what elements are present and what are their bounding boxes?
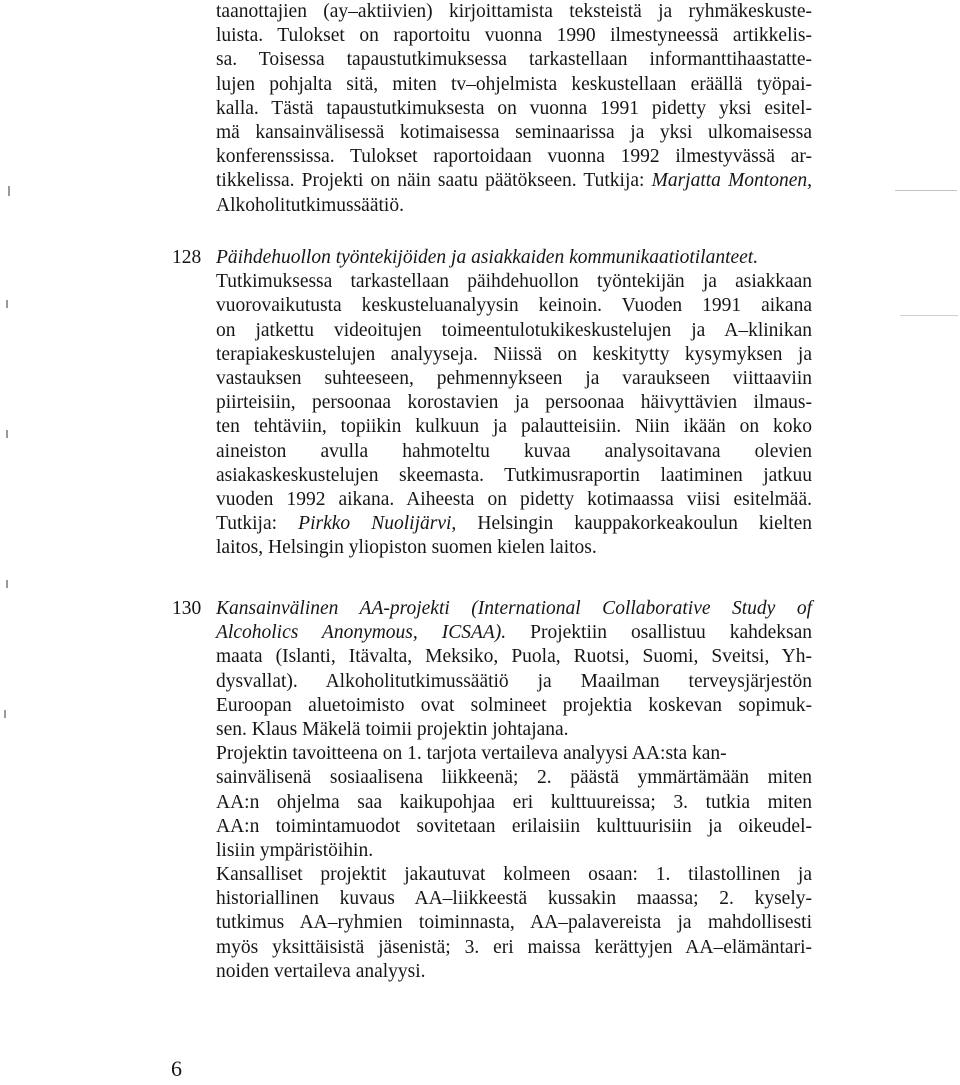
institution-name: Alkoholitutkimussäätiö. [216,194,404,216]
scan-mark [6,580,8,588]
entry-title-text: Kansainvälinen AA-projekti (International Collaborative Study of [216,598,812,619]
text-line: vuoden 1992 aikana. Aiheesta on pidetty kotimaassa viisi esitelmää. [216,488,812,510]
entry-number: 130 [172,598,202,619]
text-run: tikkelissa. Projekti on näin saatu päätökseen. Tutkija: [216,170,645,192]
text-line: on jatkettu videoitujen toimeentulotukikeskustelujen ja A–klinikan [216,319,812,341]
text-line: aineiston avulla hahmoteltu kuvaa analysoitavana olevien [216,440,812,462]
text-line: myös yksittäisistä jäsenistä; 3. eri maissa kerättyjen AA–elämäntari- [216,936,812,958]
text-line [216,169,812,193]
text-line [216,194,812,218]
entry-title [216,597,812,621]
text-run: Helsingin kauppakorkeakoulun kielten [477,513,812,535]
text-line: AA:n ohjelma saa kaikupohjaa eri kulttuureissa; 3. tutkia miten [216,791,812,813]
researcher-name: Marjatta Montonen, [651,170,813,192]
text-run: Projektiin osallistuu kahdeksan [530,622,812,644]
text-line: lujen pohjalta sitä, miten tv–ohjelmista keskustellaan eräällä työpai- [216,73,812,95]
text-line: asiakaskeskustelujen skeemasta. Tutkimusraportin laatiminen jatkuu [216,464,812,486]
text-line: tutkimus AA–ryhmien toiminnasta, AA–palavereista ja mahdollisesti [216,912,812,934]
scan-mark [895,190,957,191]
text-line: kalla. Tästä tapaustutkimuksesta on vuonna 1991 pidetty yksi esitel- [216,97,812,119]
scan-mark [8,186,10,196]
entry-title-text: Päihdehuollon työntekijöiden ja asiakkaiden kommunikaatiotilanteet. [216,247,759,268]
text-line: Tutkimuksessa tarkastellaan päihdehuollon työntekijän ja asiakkaan [216,271,812,293]
scan-mark [6,430,8,438]
text-line: Kansalliset projektit jakautuvat kolmeen osaan: 1. tilastollinen ja [216,864,812,886]
text-line: vastauksen suhteeseen, pehmennykseen ja varaukseen viittaaviin [216,367,812,389]
text-line: luista. Tulokset on raportoitu vuonna 1990 ilmestyneessä artikkelis- [216,25,812,47]
page-number: 6 [171,1056,182,1081]
text-line: vuorovaikutusta keskusteluanalyysin keinoin. Vuoden 1991 aikana [216,295,812,317]
researcher-name: Pirkko Nuolijärvi, [298,513,457,535]
scan-mark [4,710,6,718]
text-line: ten tehtäviin, topiikin kulkuun ja palautteisiin. Niin ikään on koko [216,416,812,438]
entry-number: 128 [172,247,202,268]
text-line: lisiin ympäristöihin. [216,839,374,861]
text-line: mä kansainvälisessä kotimaisessa seminaarissa ja yksi ulkomaisessa [216,121,812,143]
text-line: sa. Toisessa tapaustutkimuksessa tarkastellaan informanttihaastatte- [216,49,812,71]
text-line [216,512,812,536]
text-line: sen. Klaus Mäkelä toimii projektin johtajana. [216,718,569,740]
entry-title [216,246,812,270]
text-line: Projektin tavoitteena on 1. tarjota vertaileva analyysi AA:sta kan- [216,743,727,765]
text-line: laitos, Helsingin yliopiston suomen kielen laitos. [216,537,597,559]
text-line: piirteisiin, persoonaa korostavien ja persoonaa häivyttävien ilmaus- [216,392,812,414]
scan-mark [6,300,8,308]
entry-128 [216,246,812,560]
text-run: Tutkija: [216,513,278,535]
text-line [216,621,812,645]
text-line: konferenssissa. Tulokset raportoidaan vuonna 1992 ilmestyvässä ar- [216,146,812,168]
scan-mark [900,315,958,316]
text-line: maata (Islanti, Itävalta, Meksiko, Puola, Ruotsi, Suomi, Sveitsi, Yh- [216,646,812,668]
text-line: sainvälisenä sosiaalisena liikkeenä; 2. päästä ymmärtämään miten [216,767,812,789]
text-line: AA:n toimintamuodot sovitetaan erilaisiin kulttuurisiin ja oikeudel- [216,815,812,837]
entry-title-text: Alcoholics Anonymous, ICSAA). [216,622,507,644]
text-line: historiallinen kuvaus AA–liikkeestä kussakin maassa; 2. kysely- [216,888,812,910]
intro-paragraph [216,0,812,218]
text-line: terapiakeskustelujen analyyseja. Niissä on keskitytty kysymyksen ja [216,343,812,365]
text-line: taanottajien (ay–aktiivien) kirjoittamista teksteistä ja ryhmäkeskuste- [216,1,812,22]
text-line: dysvallat). Alkoholitutkimussäätiö ja Maailman terveysjärjestön [216,670,812,692]
entry-130 [216,597,812,984]
text-line: Euroopan aluetoimisto ovat solmineet projektia koskevan sopimuk- [216,694,812,716]
text-line: noiden vertaileva analyysi. [216,960,426,982]
